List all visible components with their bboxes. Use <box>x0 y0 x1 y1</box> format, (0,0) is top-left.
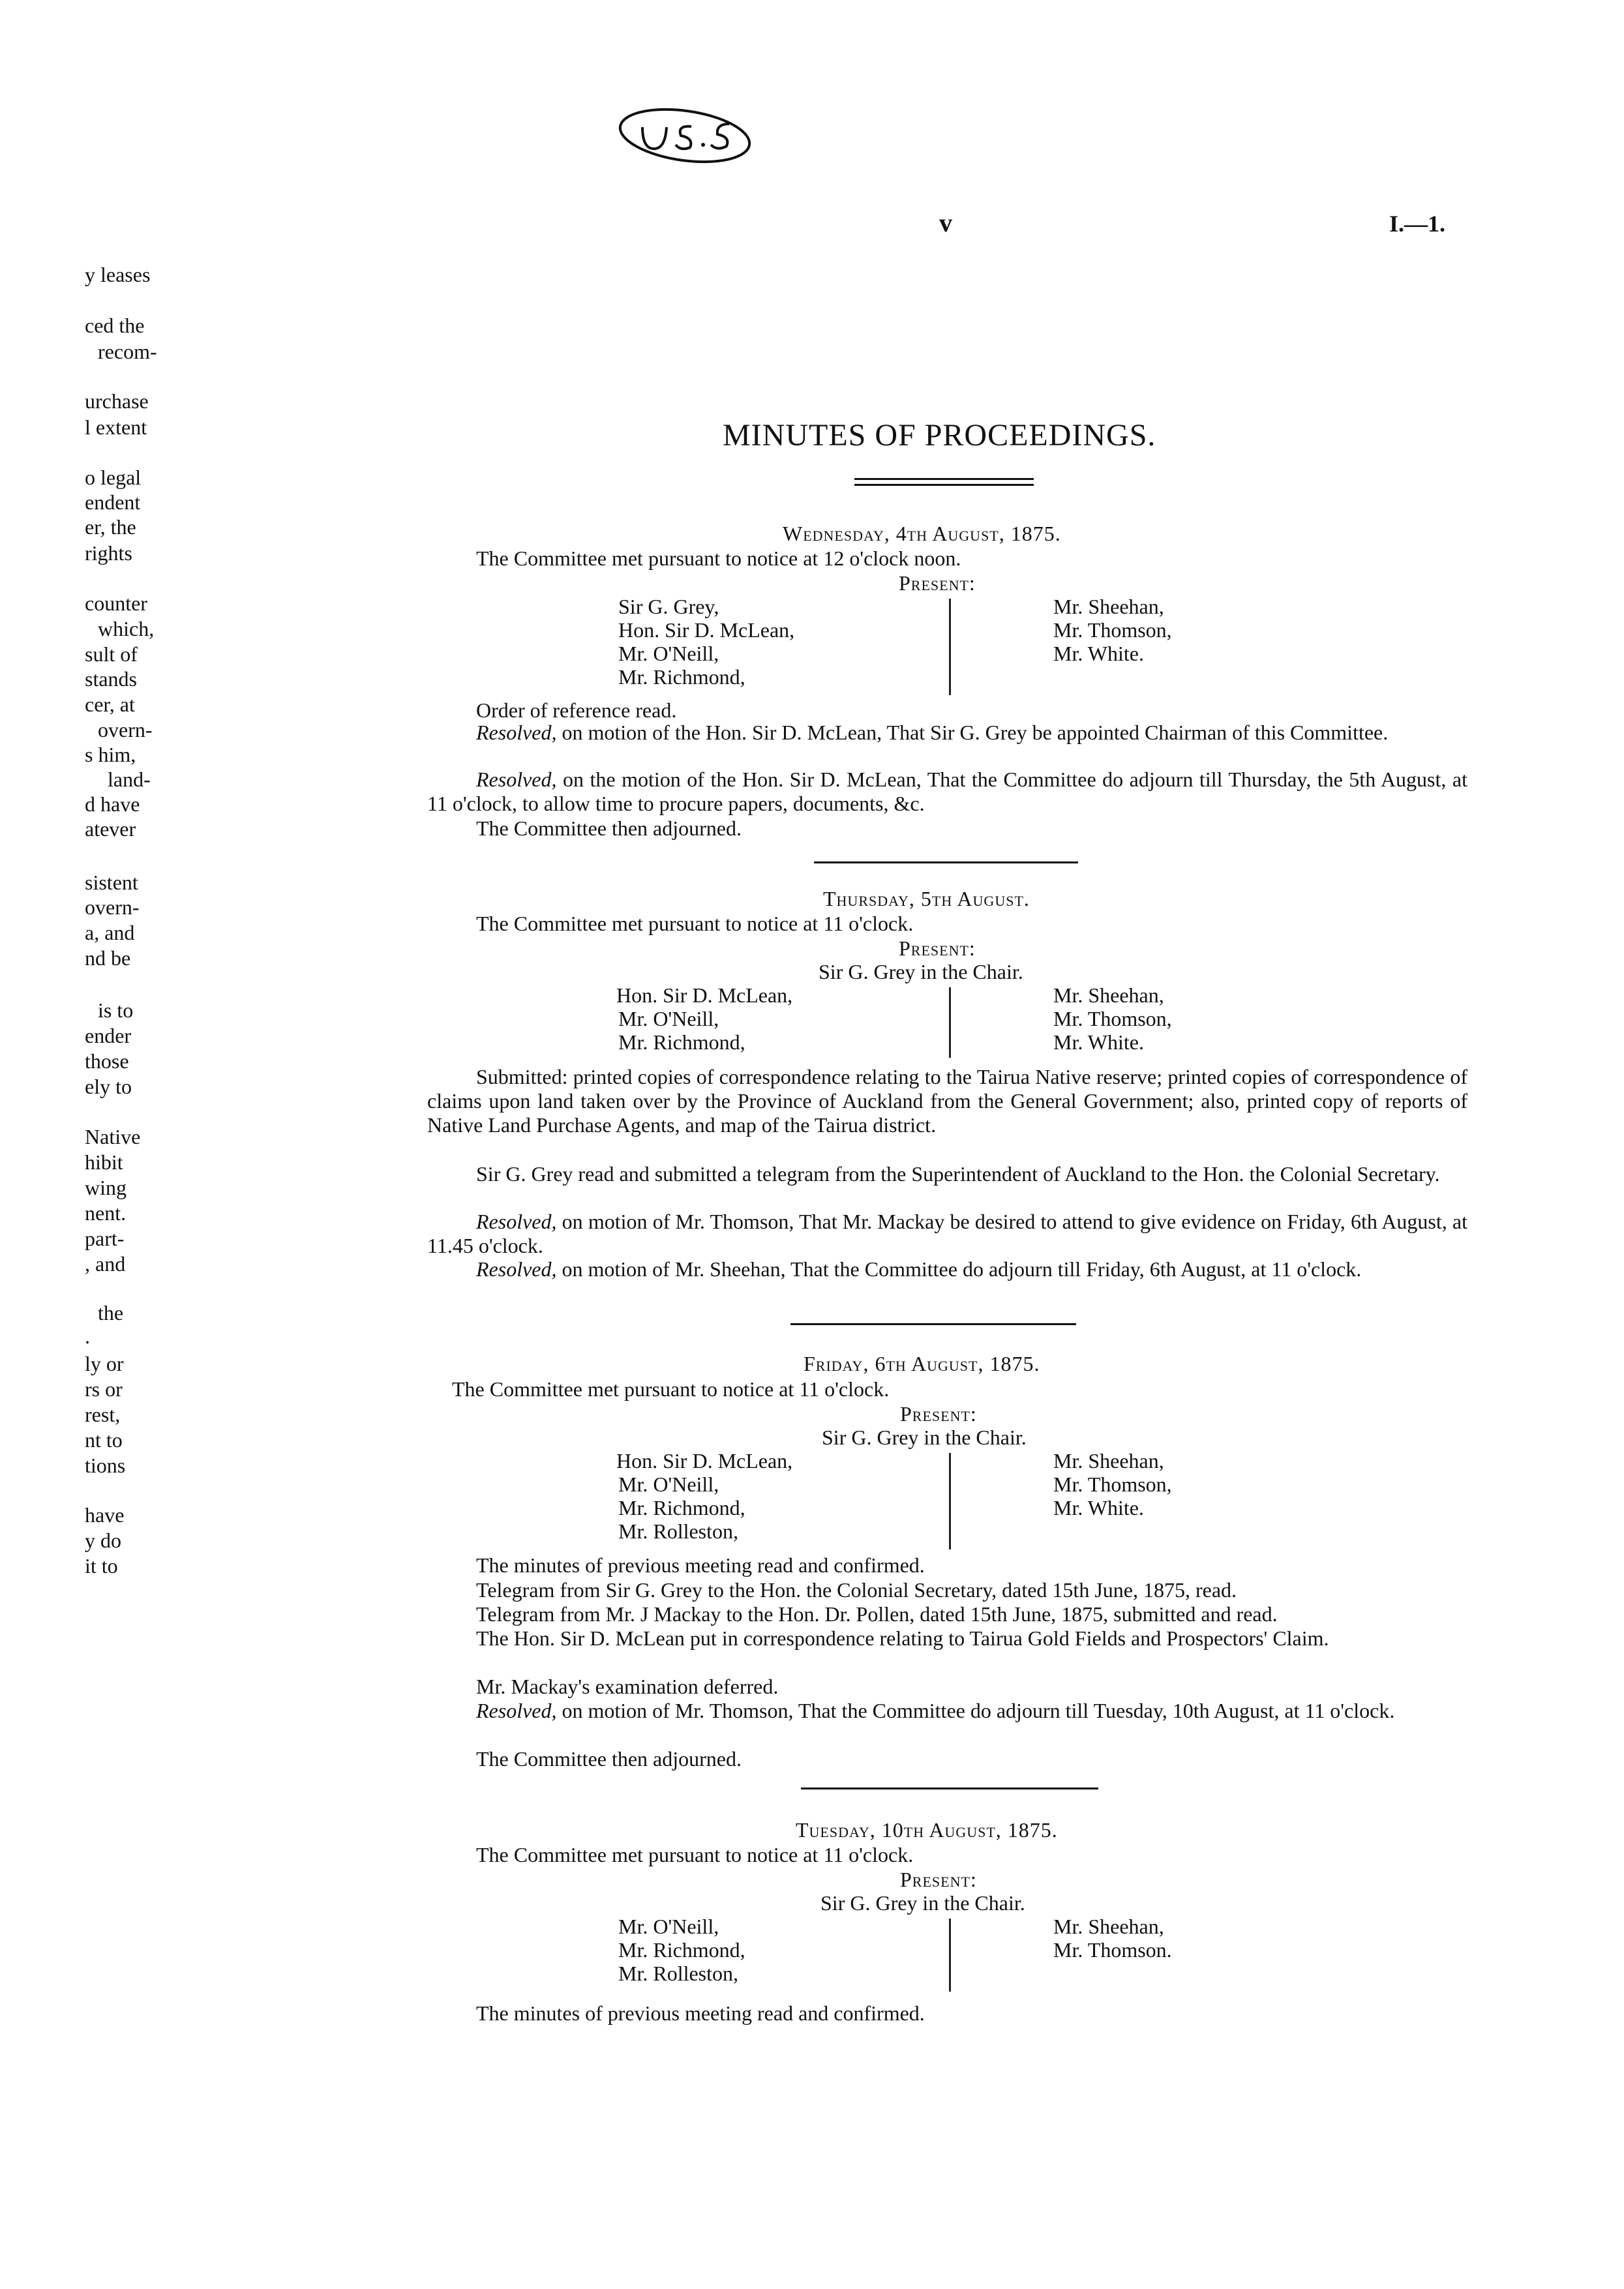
minute-paragraph: Sir G. Grey read and submitted a telegram from the Superintendent of Auckland to the Hon. the Colonial Secretary. <box>476 1162 1440 1186</box>
section-divider <box>814 861 1078 863</box>
title-rule-top <box>854 478 1034 480</box>
members-divider <box>949 987 951 1058</box>
margin-line: the <box>98 1301 124 1324</box>
margin-line: counter <box>85 591 147 615</box>
margin-line: . <box>85 1324 90 1348</box>
minute-paragraph: Mr. Mackay's examination deferred. <box>476 1675 779 1698</box>
page-title: MINUTES OF PROCEEDINGS. <box>723 418 1156 453</box>
member-right: Mr. Sheehan, <box>1053 1915 1164 1938</box>
meeting-date: Wednesday, 4th August, 1875. <box>783 522 1061 545</box>
section-divider <box>801 1788 1098 1789</box>
member-right: Mr. White. <box>1053 642 1144 665</box>
member-left: Mr. O'Neill, <box>618 1915 719 1938</box>
meeting-date: Thursday, 5th August. <box>823 887 1030 910</box>
margin-line: sistent <box>85 871 138 894</box>
member-right: Mr. Sheehan, <box>1053 595 1164 618</box>
member-left: Mr. Richmond, <box>618 665 745 689</box>
meeting-opening: The Committee met pursuant to notice at 11 o'clock. <box>476 912 914 935</box>
chair-line: Sir G. Grey in the Chair. <box>820 1891 1025 1915</box>
present-label: Present: <box>899 571 976 595</box>
meeting-opening: The Committee met pursuant to notice at 11 o'clock. <box>476 1843 914 1866</box>
minute-paragraph: The minutes of previous meeting read and confirmed. <box>476 2001 925 2025</box>
present-label: Present: <box>899 936 976 960</box>
margin-line: rest, <box>85 1403 121 1426</box>
margin-line: atever <box>85 817 136 841</box>
margin-line: ly or <box>85 1352 124 1375</box>
member-right: Mr. Sheehan, <box>1053 1449 1164 1473</box>
margin-line: nent. <box>85 1201 127 1225</box>
margin-line: y leases <box>85 263 151 286</box>
present-label: Present: <box>900 1402 977 1426</box>
member-left: Mr. O'Neill, <box>618 1007 719 1030</box>
margin-line: sult of <box>85 642 138 666</box>
margin-line: overn- <box>98 718 153 741</box>
meeting-date: Tuesday, 10th August, 1875. <box>796 1818 1058 1842</box>
minute-paragraph: Resolved, on motion of the Hon. Sir D. McLean, That Sir G. Grey be appointed Chairman of this Committee. <box>476 721 1389 744</box>
margin-line: ced the <box>85 314 145 337</box>
meeting-date: Friday, 6th August, 1875. <box>804 1352 1040 1375</box>
margin-line: nd be <box>85 946 131 970</box>
member-right: Mr. Thomson, <box>1053 1007 1172 1030</box>
member-right: Mr. Thomson. <box>1053 1938 1172 1962</box>
minute-paragraph: Resolved, on motion of Mr. Sheehan, That the Committee do adjourn till Friday, 6th August, at 11 o'clock. <box>476 1257 1362 1281</box>
member-left: Hon. Sir D. McLean, <box>616 1449 793 1473</box>
margin-line: rs or <box>85 1377 123 1401</box>
margin-line: wing <box>85 1176 127 1199</box>
minute-paragraph: The Hon. Sir D. McLean put in correspondence relating to Tairua Gold Fields and Prospectors' Claim. <box>476 1626 1329 1650</box>
margin-line: hibit <box>85 1150 123 1174</box>
minute-paragraph: Telegram from Mr. J Mackay to the Hon. Dr. Pollen, dated 15th June, 1875, submitted and read. <box>476 1602 1278 1626</box>
minute-paragraph: Submitted: printed copies of correspondence relating to the Tairua Native reserve; printed copies of correspondence of claims upon land taken over by the Province of Auckland from the General Government; also, printed copy of reports of Native Land Purchase Agents, and map of the Tairua district. <box>427 1065 1467 1137</box>
member-left: Mr. Rolleston, <box>618 1962 739 1985</box>
handwritten-mark <box>613 104 757 170</box>
title-rule-bottom <box>854 484 1034 486</box>
minute-paragraph: Telegram from Sir G. Grey to the Hon. the Colonial Secretary, dated 15th June, 1875, read. <box>476 1578 1237 1602</box>
margin-line: stands <box>85 667 137 691</box>
margin-line: er, the <box>85 515 136 539</box>
margin-line: urchase <box>85 389 149 413</box>
margin-line: a, and <box>85 921 135 944</box>
margin-line: s him, <box>85 743 136 766</box>
minute-paragraph: The Committee then adjourned. <box>476 1747 742 1771</box>
margin-line: part- <box>85 1227 125 1250</box>
margin-line: is to <box>98 998 134 1022</box>
margin-line: l extent <box>85 415 147 439</box>
margin-line: cer, at <box>85 693 135 716</box>
margin-line: nt to <box>85 1428 123 1452</box>
minute-paragraph: Resolved, on motion of Mr. Thomson, That the Committee do adjourn till Tuesday, 10th August, at 11 o'clock. <box>476 1699 1395 1722</box>
member-left: Hon. Sir D. McLean, <box>618 618 795 642</box>
margin-line: ely to <box>85 1075 132 1098</box>
margin-line: which, <box>98 617 155 640</box>
present-label: Present: <box>900 1868 977 1891</box>
margin-line: , and <box>85 1252 126 1276</box>
margin-line: it to <box>85 1554 118 1578</box>
member-right: Mr. White. <box>1053 1496 1144 1519</box>
margin-line: have <box>85 1503 125 1527</box>
margin-line: Native <box>85 1125 141 1148</box>
margin-line: recom- <box>98 340 157 363</box>
margin-line: land- <box>108 768 151 791</box>
margin-line: o legal <box>85 466 142 489</box>
member-left: Mr. O'Neill, <box>618 642 719 665</box>
member-left: Mr. Rolleston, <box>618 1519 739 1543</box>
section-divider <box>790 1323 1076 1325</box>
member-left: Sir G. Grey, <box>618 595 719 618</box>
member-right: Mr. Thomson, <box>1053 1473 1172 1496</box>
member-left: Mr. Richmond, <box>618 1030 745 1054</box>
margin-line: those <box>85 1049 129 1073</box>
meeting-opening: The Committee met pursuant to notice at 11 o'clock. <box>452 1377 890 1401</box>
members-divider <box>949 1453 951 1549</box>
chair-line: Sir G. Grey in the Chair. <box>822 1426 1027 1449</box>
member-right: Mr. Sheehan, <box>1053 983 1164 1007</box>
minute-paragraph: The minutes of previous meeting read and confirmed. <box>476 1553 925 1577</box>
minute-paragraph: Resolved, on motion of Mr. Thomson, That Mr. Mackay be desired to attend to give evidence on Friday, 6th August, at 11.45 o'clock. <box>427 1210 1467 1257</box>
member-left: Mr. Richmond, <box>618 1938 745 1962</box>
minute-paragraph: The Committee then adjourned. <box>476 816 742 840</box>
margin-line: d have <box>85 792 140 816</box>
member-left: Hon. Sir D. McLean, <box>616 983 793 1007</box>
margin-line: ender <box>85 1024 132 1047</box>
margin-line: y do <box>85 1529 121 1552</box>
minute-paragraph: Order of reference read. <box>476 698 677 722</box>
page-reference: I.—1. <box>1389 211 1446 237</box>
margin-line: overn- <box>85 895 140 919</box>
minute-paragraph: Resolved, on the motion of the Hon. Sir D. McLean, That the Committee do adjourn till Thursday, the 5th August, at 11 o'clock, to allow time to procure papers, documents, &c. <box>427 768 1467 815</box>
chair-line: Sir G. Grey in the Chair. <box>819 960 1023 983</box>
margin-line: endent <box>85 490 141 514</box>
member-left: Mr. O'Neill, <box>618 1473 719 1496</box>
members-divider <box>949 599 951 695</box>
member-left: Mr. Richmond, <box>618 1496 745 1519</box>
margin-line: tions <box>85 1454 126 1477</box>
section-mark: v <box>939 208 952 237</box>
meeting-opening: The Committee met pursuant to notice at 12 o'clock noon. <box>476 546 961 570</box>
member-right: Mr. Thomson, <box>1053 618 1172 642</box>
margin-line: rights <box>85 541 132 565</box>
members-divider <box>949 1919 951 1992</box>
member-right: Mr. White. <box>1053 1030 1144 1054</box>
